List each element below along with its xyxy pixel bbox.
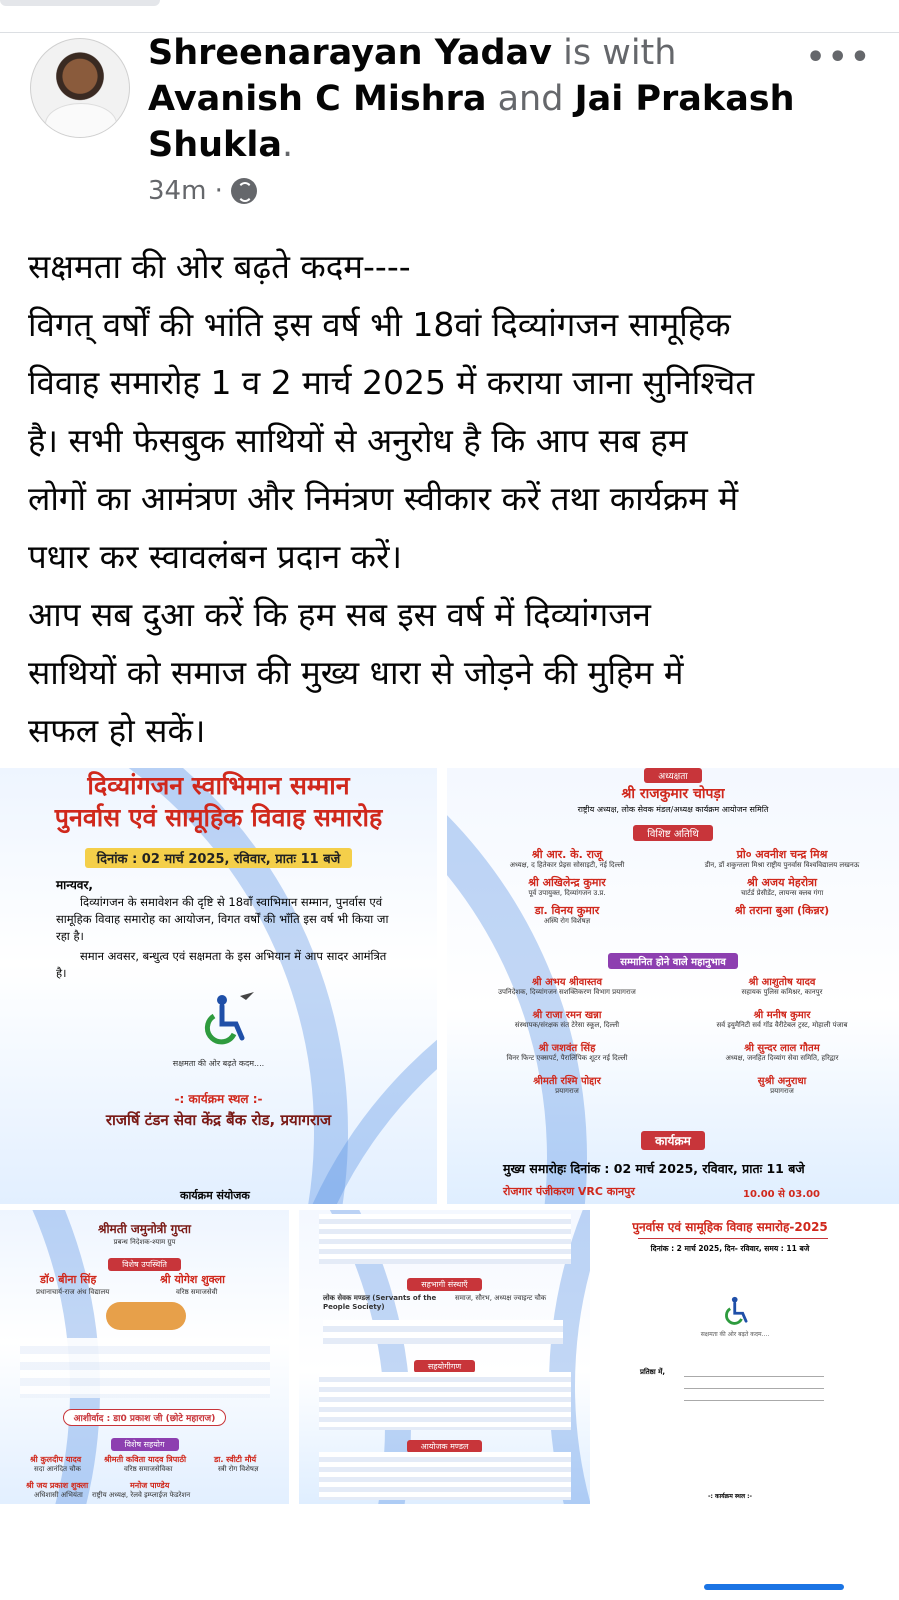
organizer-label: कार्यक्रम संयोजक — [180, 1189, 250, 1202]
name-1: श्रीमती जमुनोत्री गुप्ता — [97, 1222, 192, 1236]
venue: राजर्षि टंडन सेवा केंद्र बैंक रोड, प्रयागराज — [105, 1111, 332, 1129]
blessing: आशीर्वाद : डा0 प्रकाश जी (छोटे महाराज) — [63, 1409, 227, 1426]
invitation-image-4[interactable] — [299, 1210, 590, 1504]
honoree-1-sub: उपनिदेशक, दिव्यांगजन सशक्तिकरण विभाग प्रयागराज — [498, 988, 636, 996]
honoree-2: श्री आशुतोष यादव — [748, 977, 816, 988]
honoree-5-sub: विनर फिन्ट एक्सपर्ट, पैरालिंपिक शूटर नई दिल्ली — [506, 1054, 628, 1062]
invitation-title-1: दिव्यांगजन स्वाभिमान सम्मान — [87, 771, 350, 800]
band-special-presence: विशेष उपस्थिति — [108, 1258, 181, 1271]
guest-3-sub: पूर्व उपायुक्त, दिव्यांगजन उ.प्र. — [528, 889, 606, 897]
band-participating: सहभागी संस्थाएँ — [407, 1278, 481, 1291]
org-1: लोक सेवक मण्डल (Servants of the People Society) — [323, 1294, 437, 1311]
post-text-line: है। सभी फेसबुक साथियों से अनुरोध है कि आप सब हम — [28, 421, 688, 460]
post-text-line: लोगों का आमंत्रण और निमंत्रण स्वीकार करें तथा कार्यक्रम में — [28, 479, 739, 518]
names-block-2 — [319, 1372, 571, 1430]
post-text-line: सफल हो सकें। — [28, 711, 206, 750]
tagged-user-1[interactable]: Avanish C Mishra — [148, 79, 487, 119]
salutation: मान्यवर, — [56, 878, 93, 892]
chair-label: अध्यक्षता — [644, 768, 701, 783]
band-special-support: विशेष सहयोग — [111, 1438, 179, 1451]
emblem-graphic — [106, 1302, 186, 1330]
registration: रोजगार पंजीकरण VRC कानपुर — [503, 1185, 635, 1198]
list-block — [20, 1338, 270, 1398]
honoree-4-sub: सर्व इयुमैनिटी सर्व गॉड वैरीटेबल ट्रस्ट, मोहाली पंजाब — [716, 1021, 848, 1029]
name-3: श्री योगेश शुक्ला — [160, 1273, 225, 1286]
support-4: श्री जय प्रकाश शुक्ला — [26, 1481, 89, 1490]
name-1-sub: प्रबन्ध निदेशक-श्याम ग्रुप — [113, 1238, 176, 1246]
card-caption: सक्षमता की ओर बढ़ते कदम.... — [700, 1331, 770, 1338]
names-block-3 — [319, 1452, 571, 1500]
support-5-sub: राष्ट्रीय अध्यक्ष, रेलवे इम्प्लाईज फेडरेशन — [92, 1491, 191, 1499]
honoree-5: श्री जशवंत सिंह — [538, 1043, 596, 1054]
tagged-user-2-cont[interactable]: Shukla — [148, 125, 282, 165]
post-text — [28, 238, 878, 760]
program-band: कार्यक्रम — [641, 1131, 705, 1150]
honoree-7: श्रीमती रश्मि पोद्दार — [533, 1076, 601, 1087]
honoured-band: सम्मानित होने वाले महानुभाव — [608, 953, 738, 969]
honoree-3-sub: संस्थापक/संरक्षक संत टेरेसा स्कूल, दिल्ली — [514, 1021, 620, 1029]
honoree-7-sub: प्रयागराज — [555, 1087, 579, 1095]
guest-6: श्री तराना बुआ (किन्नर) — [734, 904, 830, 917]
band-organizers: आयोजक मण्डल — [407, 1440, 483, 1453]
post-meta — [148, 176, 257, 206]
invitation-body-2: समान अवसर, बन्धुत्व एवं सक्षमता के इस अभियान में आप सादर आमंत्रित है। — [56, 949, 387, 980]
card-date: दिनांक : 2 मार्च 2025, दिन- रविवार, समय : 11 बजे — [650, 1244, 810, 1253]
post-text-line: साथियों को समाज की मुख्य धारा से जोड़ने की मुहिम में — [28, 653, 684, 692]
name-2-sub: प्रधानाचार्य-राज अंध विद्यालय — [36, 1288, 110, 1296]
guest-4: श्री अजय मेहरोत्रा — [747, 876, 817, 889]
venue-label: -: कार्यक्रम स्थल :- — [174, 1092, 263, 1106]
media-scroll-indicator — [704, 1584, 844, 1590]
band-supporters: सहयोगीगण — [414, 1360, 475, 1373]
invitation-image-2[interactable] — [447, 768, 899, 1204]
support-5: मनोज पाण्डेय — [130, 1481, 170, 1490]
registration-time: 10.00 से 03.00 — [743, 1189, 820, 1200]
special-guest-band: विशिष्ट अतिथि — [633, 825, 712, 841]
invitation-title-2: पुनर्वास एवं सामूहिक विवाह समारोह — [54, 803, 383, 832]
org-2: समाज, सौरभ, अध्यक्ष ज्वाइन्ट चौक — [455, 1294, 547, 1302]
logo-caption: सक्षमता की ओर बढ़ते कदम.... — [172, 1059, 265, 1068]
guest-2: प्रो० अवनीश चन्द्र मिश्र — [736, 848, 828, 861]
card-venue-label: -: कार्यक्रम स्थल :- — [707, 1493, 752, 1500]
guest-5: डा. विनय कुमार — [534, 904, 600, 917]
globe-icon — [231, 178, 257, 204]
honoree-4: श्री मनीष कुमार — [753, 1010, 811, 1021]
period: . — [281, 125, 294, 165]
support-1: श्री कुलदीप यादव — [30, 1455, 82, 1464]
chief-guest-sub: राष्ट्रीय अध्यक्ष, लोक सेवक मंडल/अध्यक्ष कार्यक्रम आयोजन समिति — [577, 805, 769, 814]
invitation-date: दिनांक : 02 मार्च 2025, रविवार, प्रातः 11 बजे — [85, 848, 353, 868]
post-text-line: पधार कर स्वावलंबन प्रदान करें। — [28, 537, 403, 576]
and-text: and — [486, 79, 575, 119]
guest-5-sub: अस्थि रोग विशेषज्ञ — [543, 917, 591, 925]
support-2: श्रीमती कविता यादव त्रिपाठी — [104, 1455, 187, 1464]
author-name[interactable]: Shreenarayan Yadav — [148, 33, 552, 73]
honoree-8-sub: प्रयागराज — [770, 1087, 794, 1095]
more-options-icon[interactable]: ••• — [806, 40, 873, 75]
main-event: मुख्य समारोहः दिनांक : 02 मार्च 2025, रविवार, प्रातः 11 बजे — [503, 1161, 805, 1176]
guest-4-sub: चार्टर्ड प्रेसीडेंट, लायन्स क्लब गंगा — [740, 889, 824, 897]
support-2-sub: वरिष्ठ समाजसेविका — [124, 1465, 173, 1473]
wheelchair-logo-small-icon — [720, 1294, 754, 1328]
orgs-block — [323, 1320, 563, 1344]
invitation-image-3[interactable] — [0, 1210, 289, 1504]
support-1-sub: सदा आनंदित चौक — [34, 1465, 81, 1473]
honoree-6: श्री सुन्दर लाल गौतम — [744, 1043, 820, 1054]
honoree-1: श्री अभय श्रीवास्तव — [531, 977, 603, 988]
support-4-sub: अधिशासी अभियंता — [34, 1491, 83, 1499]
wheelchair-logo-icon — [196, 990, 256, 1050]
honoree-3: श्री राजा रमन खन्ना — [532, 1010, 602, 1021]
honoree-6-sub: अध्यक्ष, जनहित दिव्यांग सेवा समिति, हरिद्वार — [725, 1054, 839, 1062]
support-3: डा. स्वीटी मौर्य — [214, 1455, 257, 1464]
post-text-line: आप सब दुआ करें कि हम सब इस वर्ष में दिव्यांगजन — [28, 595, 651, 634]
chief-guest: श्री राजकुमार चोपड़ा — [621, 786, 725, 802]
post-text-line: सक्षमता की ओर बढ़ते कदम---- — [28, 247, 411, 286]
card-title: पुनर्वास एवं सामूहिक विवाह समारोह-2025 — [632, 1220, 828, 1234]
post-text-line: विगत् वर्षों की भांति इस वर्ष भी 18वां दिव्यांगजन सामूहिक — [28, 305, 731, 344]
guest-1-sub: अध्यक्ष, द हितेकार प्रेइस सोसाइटी, नई दिल्ली — [509, 861, 625, 869]
support-3-sub: स्त्री रोग विशेषज्ञ — [218, 1465, 259, 1473]
name-2: डॉ० बीना सिंह — [40, 1273, 97, 1286]
names-block-1 — [319, 1214, 571, 1264]
guest-1: श्री आर. के. राजू — [531, 848, 603, 861]
author-avatar[interactable] — [30, 38, 130, 138]
honoree-2-sub: सहायक पुलिस कमिश्नर, कानपुर — [741, 988, 823, 996]
invitation-body-1: दिव्यांगजन के समावेशन की दृष्टि से 18वाँ स्वाभिमान सम्मान, पुनर्वास एवं सामूहिक विवाह समारोह का आयोजन, विगत वर्षों की भाँति इस वर्ष भी किया जा रहा है। — [56, 895, 389, 943]
post-header — [148, 30, 828, 168]
card-to-label: प्रतिष्ठा में, — [640, 1368, 666, 1376]
with-text: is with — [551, 33, 677, 73]
name-3-sub: वरिष्ठ समाजसेवी — [176, 1288, 218, 1296]
guest-3: श्री अखिलेन्द्र कुमार — [528, 876, 606, 889]
tagged-user-2[interactable]: Jai Prakash — [574, 79, 795, 119]
previous-post-fragment — [0, 0, 160, 6]
invitation-image-5[interactable] — [600, 1210, 899, 1504]
guest-2-sub: डीन, डॉ शकुन्तला मिश्रा राष्ट्रीय पुनर्वास विश्वविद्यालय लखनऊ — [704, 861, 860, 869]
post-time[interactable]: 34m · — [148, 176, 223, 206]
honoree-8: सुश्री अनुराधा — [757, 1076, 807, 1087]
invitation-image-1[interactable] — [0, 768, 437, 1204]
post-text-line: विवाह समारोह 1 व 2 मार्च 2025 में कराया जाना सुनिश्चित — [28, 363, 755, 402]
